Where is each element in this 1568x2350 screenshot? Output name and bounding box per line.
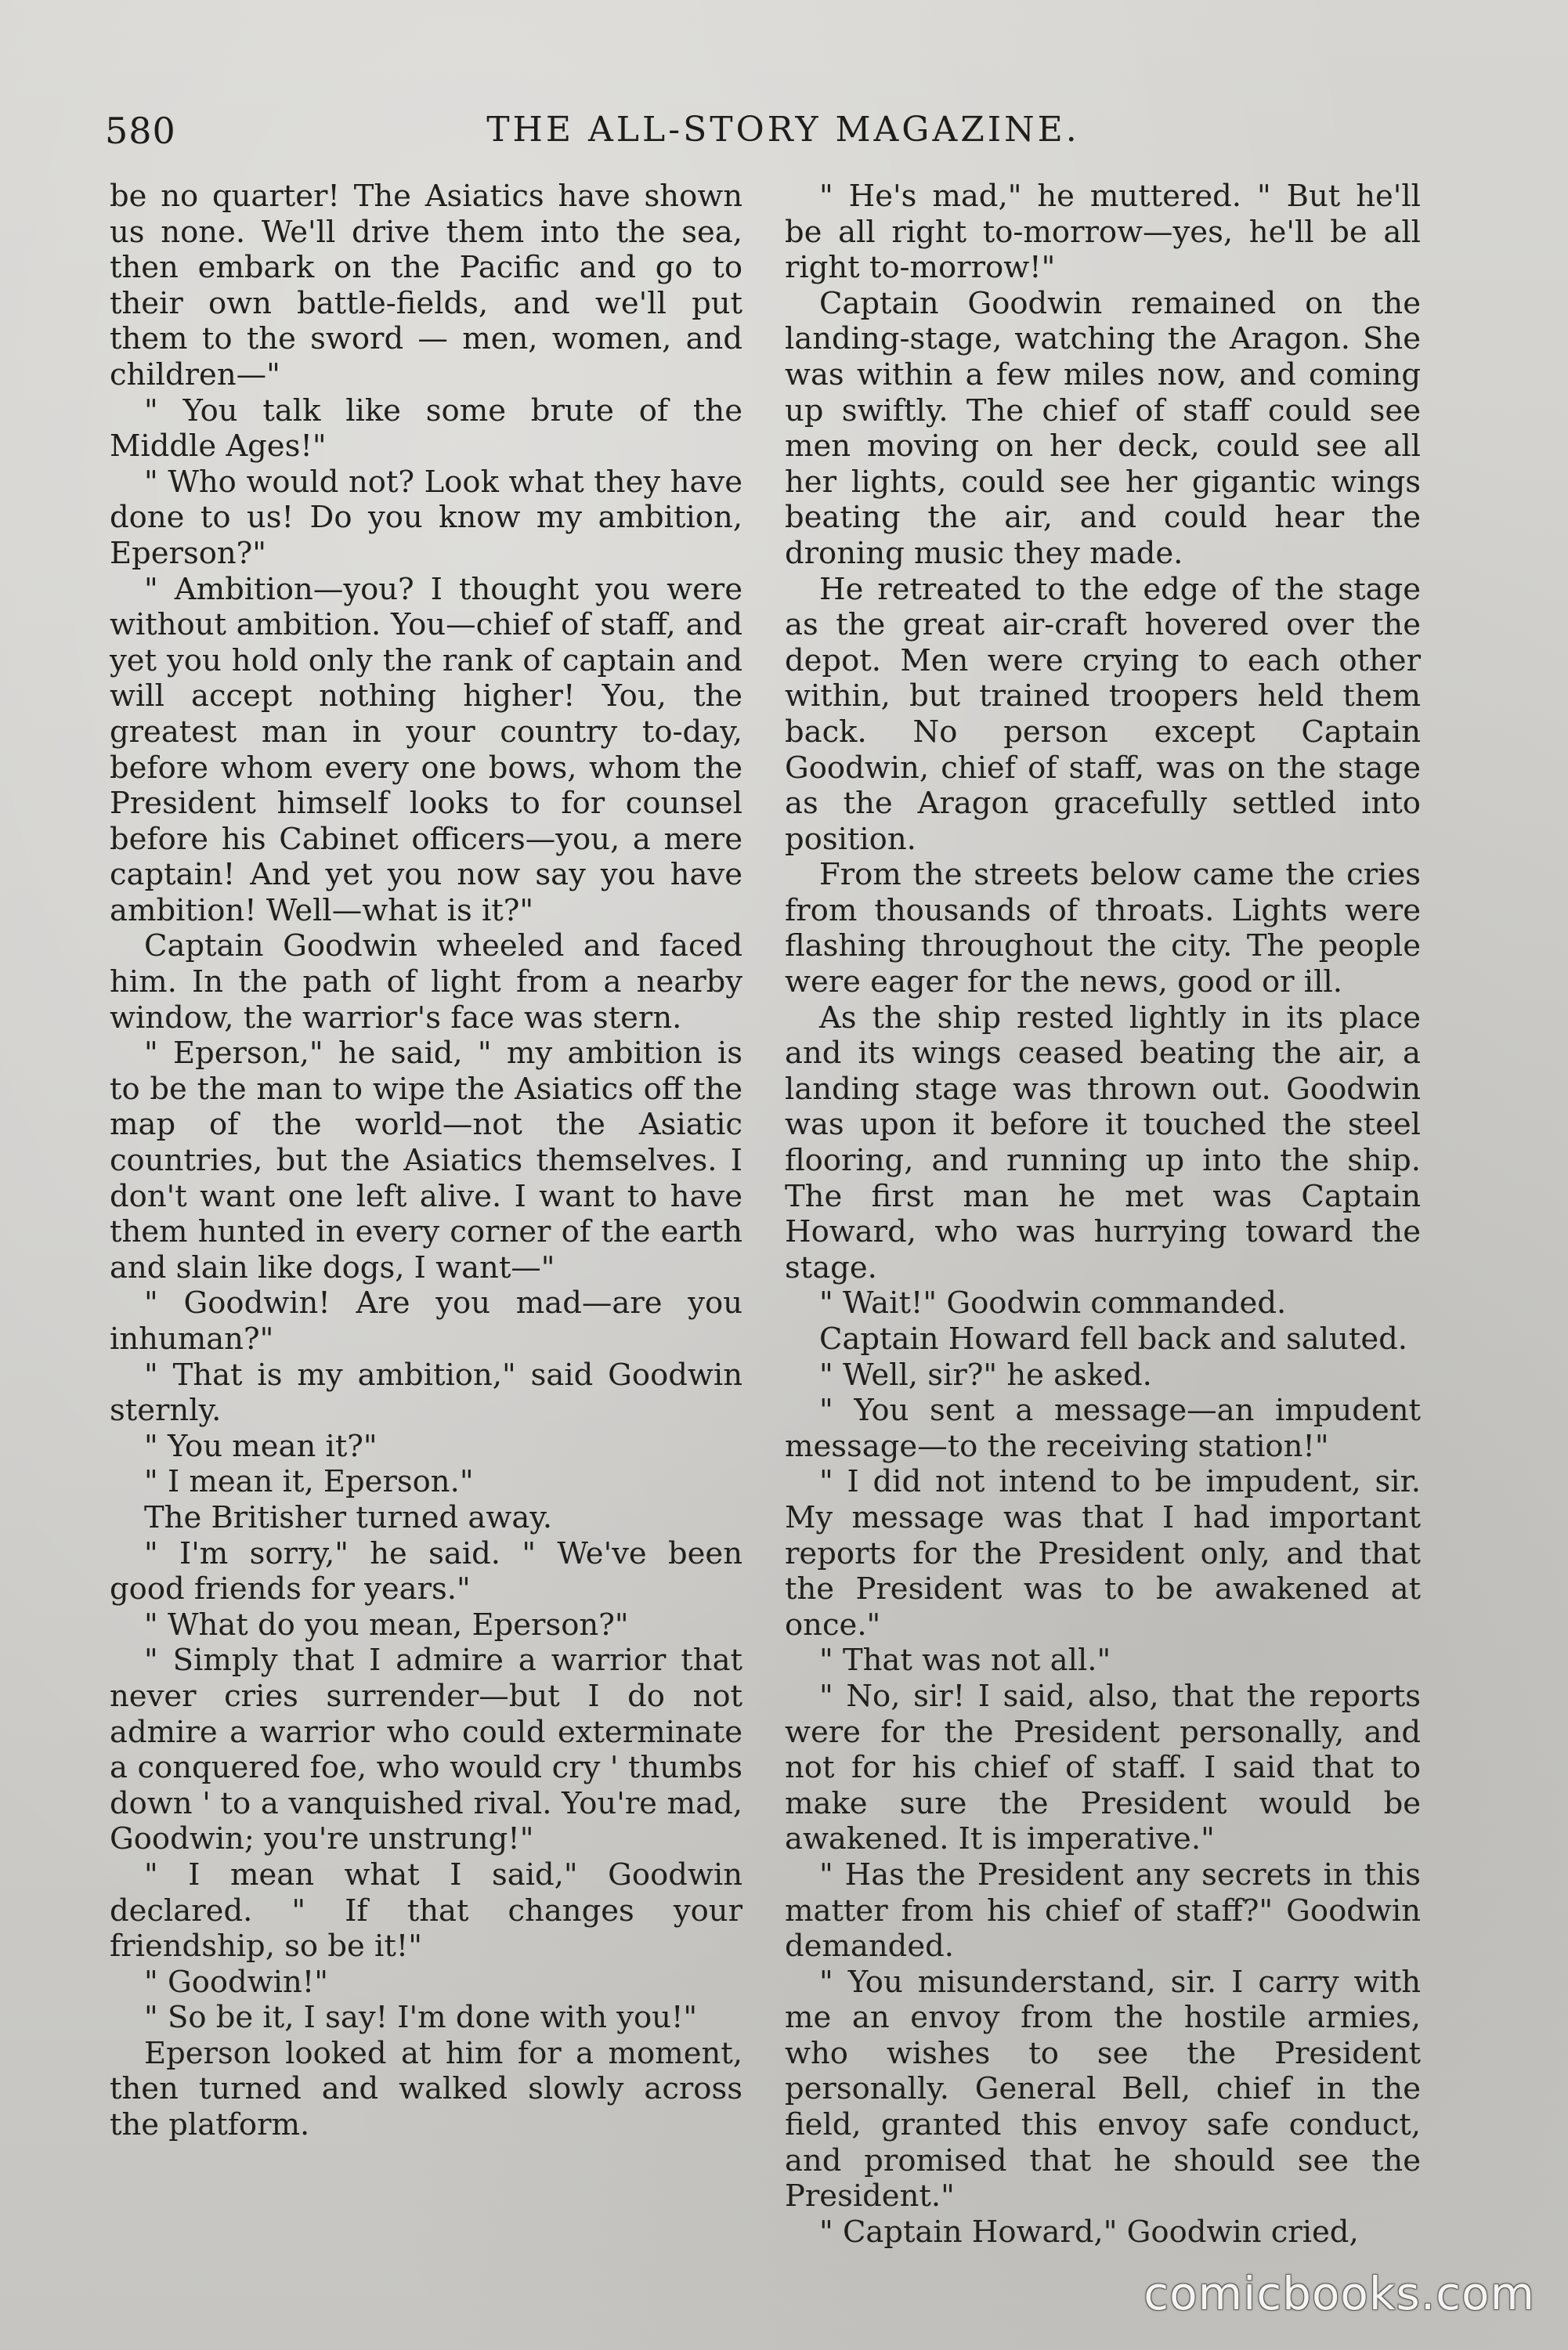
running-head: THE ALL-STORY MAGAZINE. (486, 110, 1080, 150)
right-column (785, 179, 1421, 2250)
paragraph: " Eperson," he said, " my ambition is to be the man to wipe the Asiatics off the map of the world—not the Asiatic countries, but the Asiatics themselves. I don't want one left alive. I want to have them hunted in every corner of the earth and slain like dogs, I want—" (110, 1036, 742, 1285)
paragraph: " That was not all." (819, 1643, 1111, 1679)
paragraph: " I mean what I said," Goodwin declared. " If that changes your friendship, so be it!" (110, 1856, 742, 1965)
paragraph: " Ambition—you? I thought you were without ambition. You—chief of staff, and yet you hold only the rank of captain and will accept nothing higher! You, the greatest man in your country to-day, before whom every one bows, whom the President himself looks to for counsel before his Cabinet officers—you, a mere captain! And yet you now say you have ambition! Well—what is it?" (110, 571, 742, 928)
paragraph: " No, sir! I said, also, that the reports were for the President personally, and not for his chief of staff. I said that to make sure the President would be awakened. It is imperative." (785, 1678, 1421, 1857)
paragraph: " You talk like some brute of the Middle Ages!" (110, 392, 742, 465)
paragraph: " Simply that I admire a warrior that never cries surrender—but I do not admire a warrior who could exterminate a conquered foe, who would cry ' thumbs down ' to a vanquished rival. You're mad, Goodwin; you're unstrung!" (110, 1643, 742, 1857)
paragraph: " Well, sir?" he asked. (819, 1357, 1152, 1393)
paragraph: " So be it, I say! I'm done with you!" (144, 2000, 698, 2036)
paragraph: " You sent a message—an impudent message—to the receiving station!" (785, 1393, 1421, 1464)
left-column (110, 179, 742, 2143)
paragraph: " I'm sorry," he said. " We've been good friends for years." (110, 1535, 742, 1607)
paragraph: " I did not intend to be impudent, sir. My message was that I had important reports for the President only, and that the President was to be awakened at once." (785, 1464, 1421, 1643)
paragraph: Eperson looked at him for a moment, then turned and walked slowly across the platform. (110, 2035, 742, 2143)
paragraph: " You misunderstand, sir. I carry with me an envoy from the hostile armies, who wishes to see the President personally. General Bell, chief in the field, granted this envoy safe conduct, and promised that he should see the President." (785, 1964, 1421, 2214)
paragraph: The Britisher turned away. (144, 1499, 553, 1535)
paragraph: " I mean it, Eperson." (144, 1464, 474, 1500)
paragraph: As the ship rested lightly in its place and its wings ceased beating the air, a landing stage was thrown out. Goodwin was upon it before it touched the steel flooring, and running up into the ship. The first man he met was Captain Howard, who was hurrying toward the stage. (785, 1000, 1421, 1285)
watermark: comicbooks.com (1143, 2267, 1535, 2320)
paragraph: " Captain Howard," Goodwin cried, (819, 2214, 1359, 2250)
paragraph: " Goodwin!" (144, 1964, 328, 2000)
paragraph: " Who would not? Look what they have done to us! Do you know my ambition, Eperson?" (110, 464, 742, 571)
page-number: 580 (105, 110, 176, 152)
paragraph: Captain Goodwin remained on the landing-stage, watching the Aragon. She was within a few miles now, and coming up swiftly. The chief of staff could see men moving on her deck, could see all her lights, could see her gigantic wings beating the air, and could hear the droning music they made. (785, 285, 1421, 571)
paragraph: Captain Howard fell back and saluted. (819, 1321, 1407, 1357)
paragraph: He retreated to the edge of the stage as the great air-craft hovered over the depot. Men were crying to each other within, but trained troopers held them back. No person except Captain Goodwin, chief of staff, was on the stage as the Aragon gracefully settled into position. (785, 571, 1421, 857)
paragraph: " You mean it?" (144, 1428, 378, 1464)
paragraph: From the streets below came the cries from thousands of throats. Lights were flashing throughout the city. The people were eager for the news, good or ill. (785, 857, 1421, 1000)
paragraph: be no quarter! The Asiatics have shown us none. We'll drive them into the sea, then embark on the Pacific and go to their own battle-fields, and we'll put them to the sword — men, women, and children—" (110, 179, 742, 392)
paragraph: " He's mad," he muttered. " But he'll be all right to-morrow—yes, he'll be all right to-morrow!" (785, 179, 1421, 286)
paragraph: Captain Goodwin wheeled and faced him. In the path of light from a nearby window, the warrior's face was stern. (110, 928, 742, 1036)
paragraph: " Goodwin! Are you mad—are you inhuman?" (110, 1285, 742, 1357)
paragraph: " Wait!" Goodwin commanded. (819, 1285, 1287, 1321)
paragraph: " What do you mean, Eperson?" (144, 1607, 629, 1643)
paragraph: " That is my ambition," said Goodwin sternly. (110, 1357, 742, 1429)
paragraph: " Has the President any secrets in this matter from his chief of staff?" Goodwin demanded. (785, 1856, 1421, 1965)
